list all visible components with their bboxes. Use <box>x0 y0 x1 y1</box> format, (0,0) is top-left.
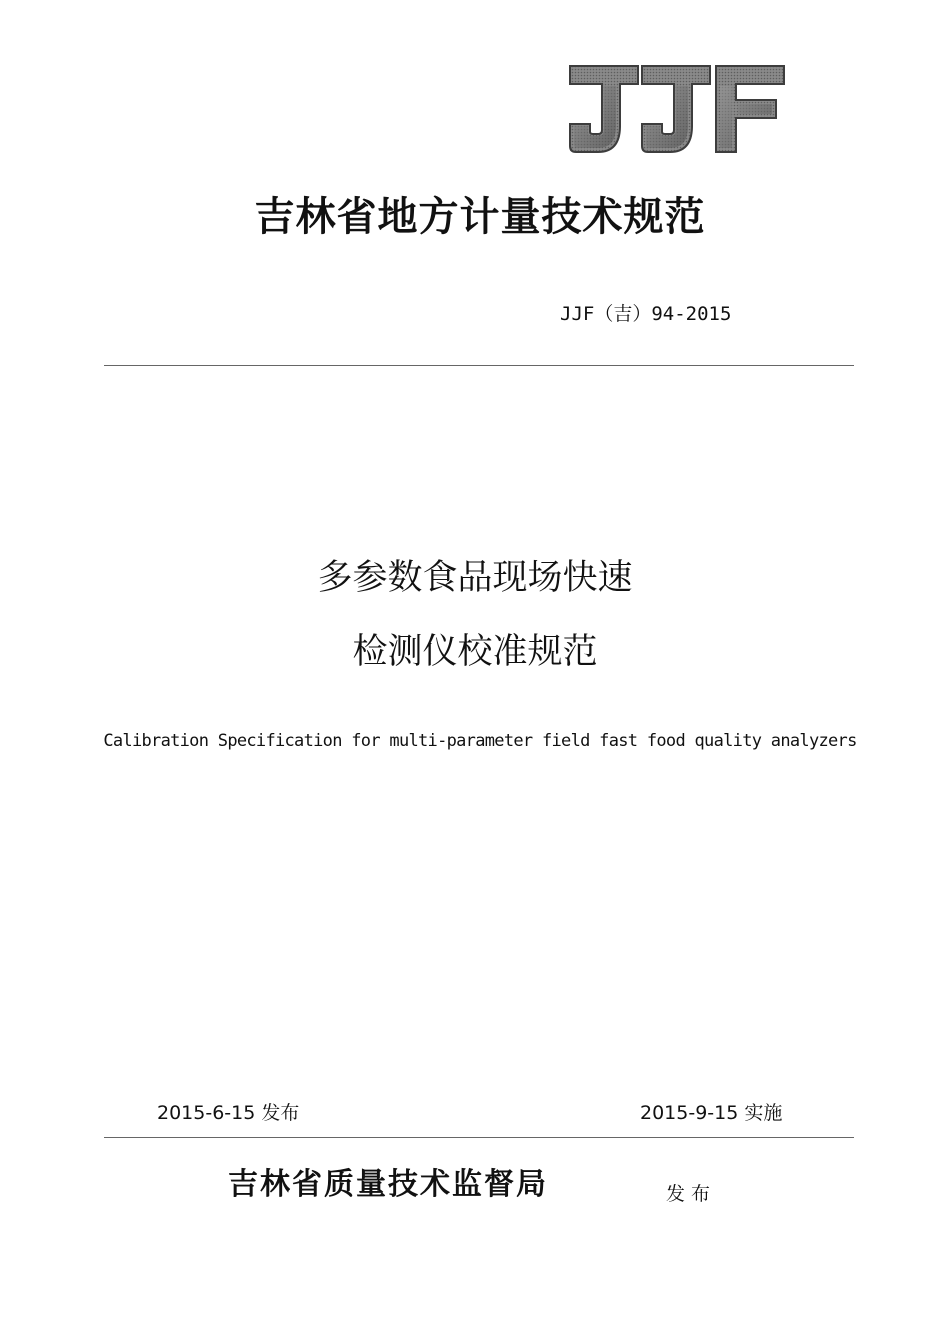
chinese-title-line-1: 多参数食品现场快速 <box>317 558 633 598</box>
issue-date-block <box>157 1098 299 1128</box>
implementation-date-block <box>640 1098 782 1128</box>
jjf-logo <box>568 62 786 156</box>
top-divider <box>104 365 854 366</box>
series-title: 吉林省地方计量技术规范 <box>254 193 706 240</box>
english-title: Calibration Specification for multi-parameter field fast food quality analyzers <box>103 731 857 751</box>
publisher-suffix: 发布 <box>666 1183 717 1205</box>
logo-letter-j2 <box>642 66 710 152</box>
issue-label: 发布 <box>261 1102 300 1124</box>
bottom-divider <box>104 1137 854 1138</box>
issue-date: 2015-6-15 <box>157 1102 256 1124</box>
standard-number: JJF（吉）94-2015 <box>560 303 732 325</box>
chinese-title-line-2: 检测仪校准规范 <box>352 632 598 672</box>
implementation-label: 实施 <box>744 1102 783 1124</box>
logo-letter-j1 <box>570 66 638 152</box>
logo-letter-f <box>716 66 784 152</box>
implementation-date: 2015-9-15 <box>640 1102 739 1124</box>
publisher-name: 吉林省质量技术监督局 <box>228 1167 548 1202</box>
